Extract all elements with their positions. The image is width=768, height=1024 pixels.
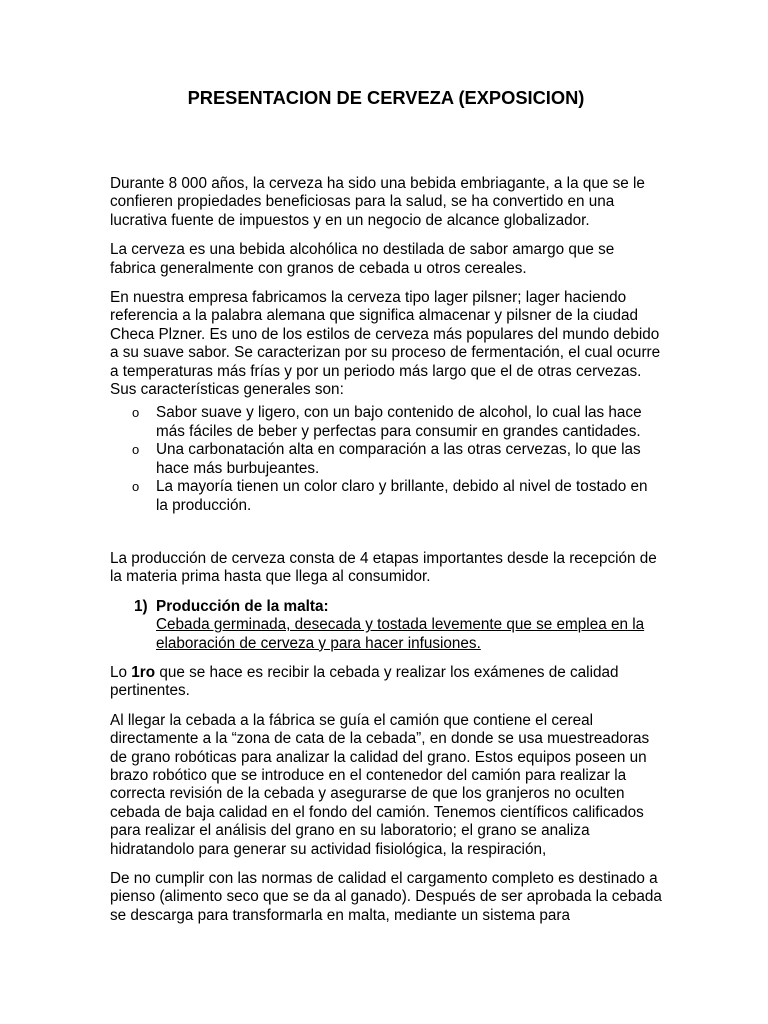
list-item [110,404,662,441]
bullet-marker: o [132,405,140,421]
bullet-marker: o [132,479,140,495]
production-steps-list [110,598,662,653]
paragraph-quality: De no cumplir con las normas de calidad el cargamento completo es destinado a pienso (alimento seco que se da al ganado). Después de ser aprobada la cebada se descarga para transformarla en malta, mediante un sistema para [110,870,662,924]
bullet-marker: o [132,442,140,458]
paragraph-first-step [110,664,662,701]
paragraph-intro: Durante 8 000 años, la cerveza ha sido una bebida embriagante, a la que se le confieren propiedades beneficiosas para la salud, se ha convertido en una lucrativa fuente de impuestos y en un negocio de alcance globalizador. [110,175,645,229]
characteristics-list [110,404,662,514]
production-step [110,598,662,653]
first-step-bold: 1ro [131,663,156,681]
list-item-text: Una carbonatación alta en comparación a las otras cervezas, lo que las hace más burbujeantes. [156,441,641,477]
list-item [110,441,662,478]
list-item-text: Sabor suave y ligero, con un bajo contenido de alcohol, lo cual las hace más fáciles de beber y perfectas para consumir en grandes cantidades. [156,404,642,440]
first-step-rest: que se hace es recibir la cebada y realizar los exámenes de calidad pertinentes. [110,663,619,700]
paragraph-lager-pilsner: En nuestra empresa fabricamos la cerveza tipo lager pilsner; lager haciendo referencia a la palabra alemana que significa almacenar y pilsner de la ciudad Checa Plzner. Es uno de los estilos de cerveza más populares del mundo debido a su suave sabor. Se caracterizan por su proceso de fermentación, el cual ocurre a temperaturas más frías y por un periodo más largo que el de otras cervezas. Sus características generales son: [110,289,661,399]
paragraph-definition: La cerveza es una bebida alcohólica no destilada de sabor amargo que se fabrica generalmente con granos de cebada u otros cereales. [110,241,615,277]
document-body [110,175,662,936]
paragraph-arrival: Al llegar la cebada a la fábrica se guía el camión que contiene el cereal directamente a la “zona de cata de la cebada”, en donde se usa muestreadoras de grano robóticas para analizar la calidad del grano. Estos equipos poseen un brazo robótico que se introduce en el contenedor del camión para realizar la correcta revisión de la cebada y asegurarse de que los granjeros no oculten cebada de baja calidad en el fondo del camión. Tenemos científicos calificados para realizar el análisis del grano en su laboratorio; el grano se analiza hidratandolo para generar su actividad fisiológica, la respiración, [110,711,650,858]
list-item-text: La mayoría tienen un color claro y brillante, debido al nivel de tostado en la producción. [156,478,648,514]
document-title: PRESENTACION DE CERVEZA (EXPOSICION) [187,87,585,108]
first-step-prefix: Lo [110,663,132,681]
step-description: Cebada germinada, desecada y tostada levemente que se emplea en la elaboración de cerveza y para hacer infusiones. [156,616,645,652]
list-item [110,478,662,515]
step-number: 1) [134,597,148,615]
paragraph-production-intro: La producción de cerveza consta de 4 etapas importantes desde la recepción de la materia prima hasta que llega al consumidor. [110,549,657,586]
section-spacer [110,515,662,550]
step-title: Producción de la malta: [156,597,329,615]
